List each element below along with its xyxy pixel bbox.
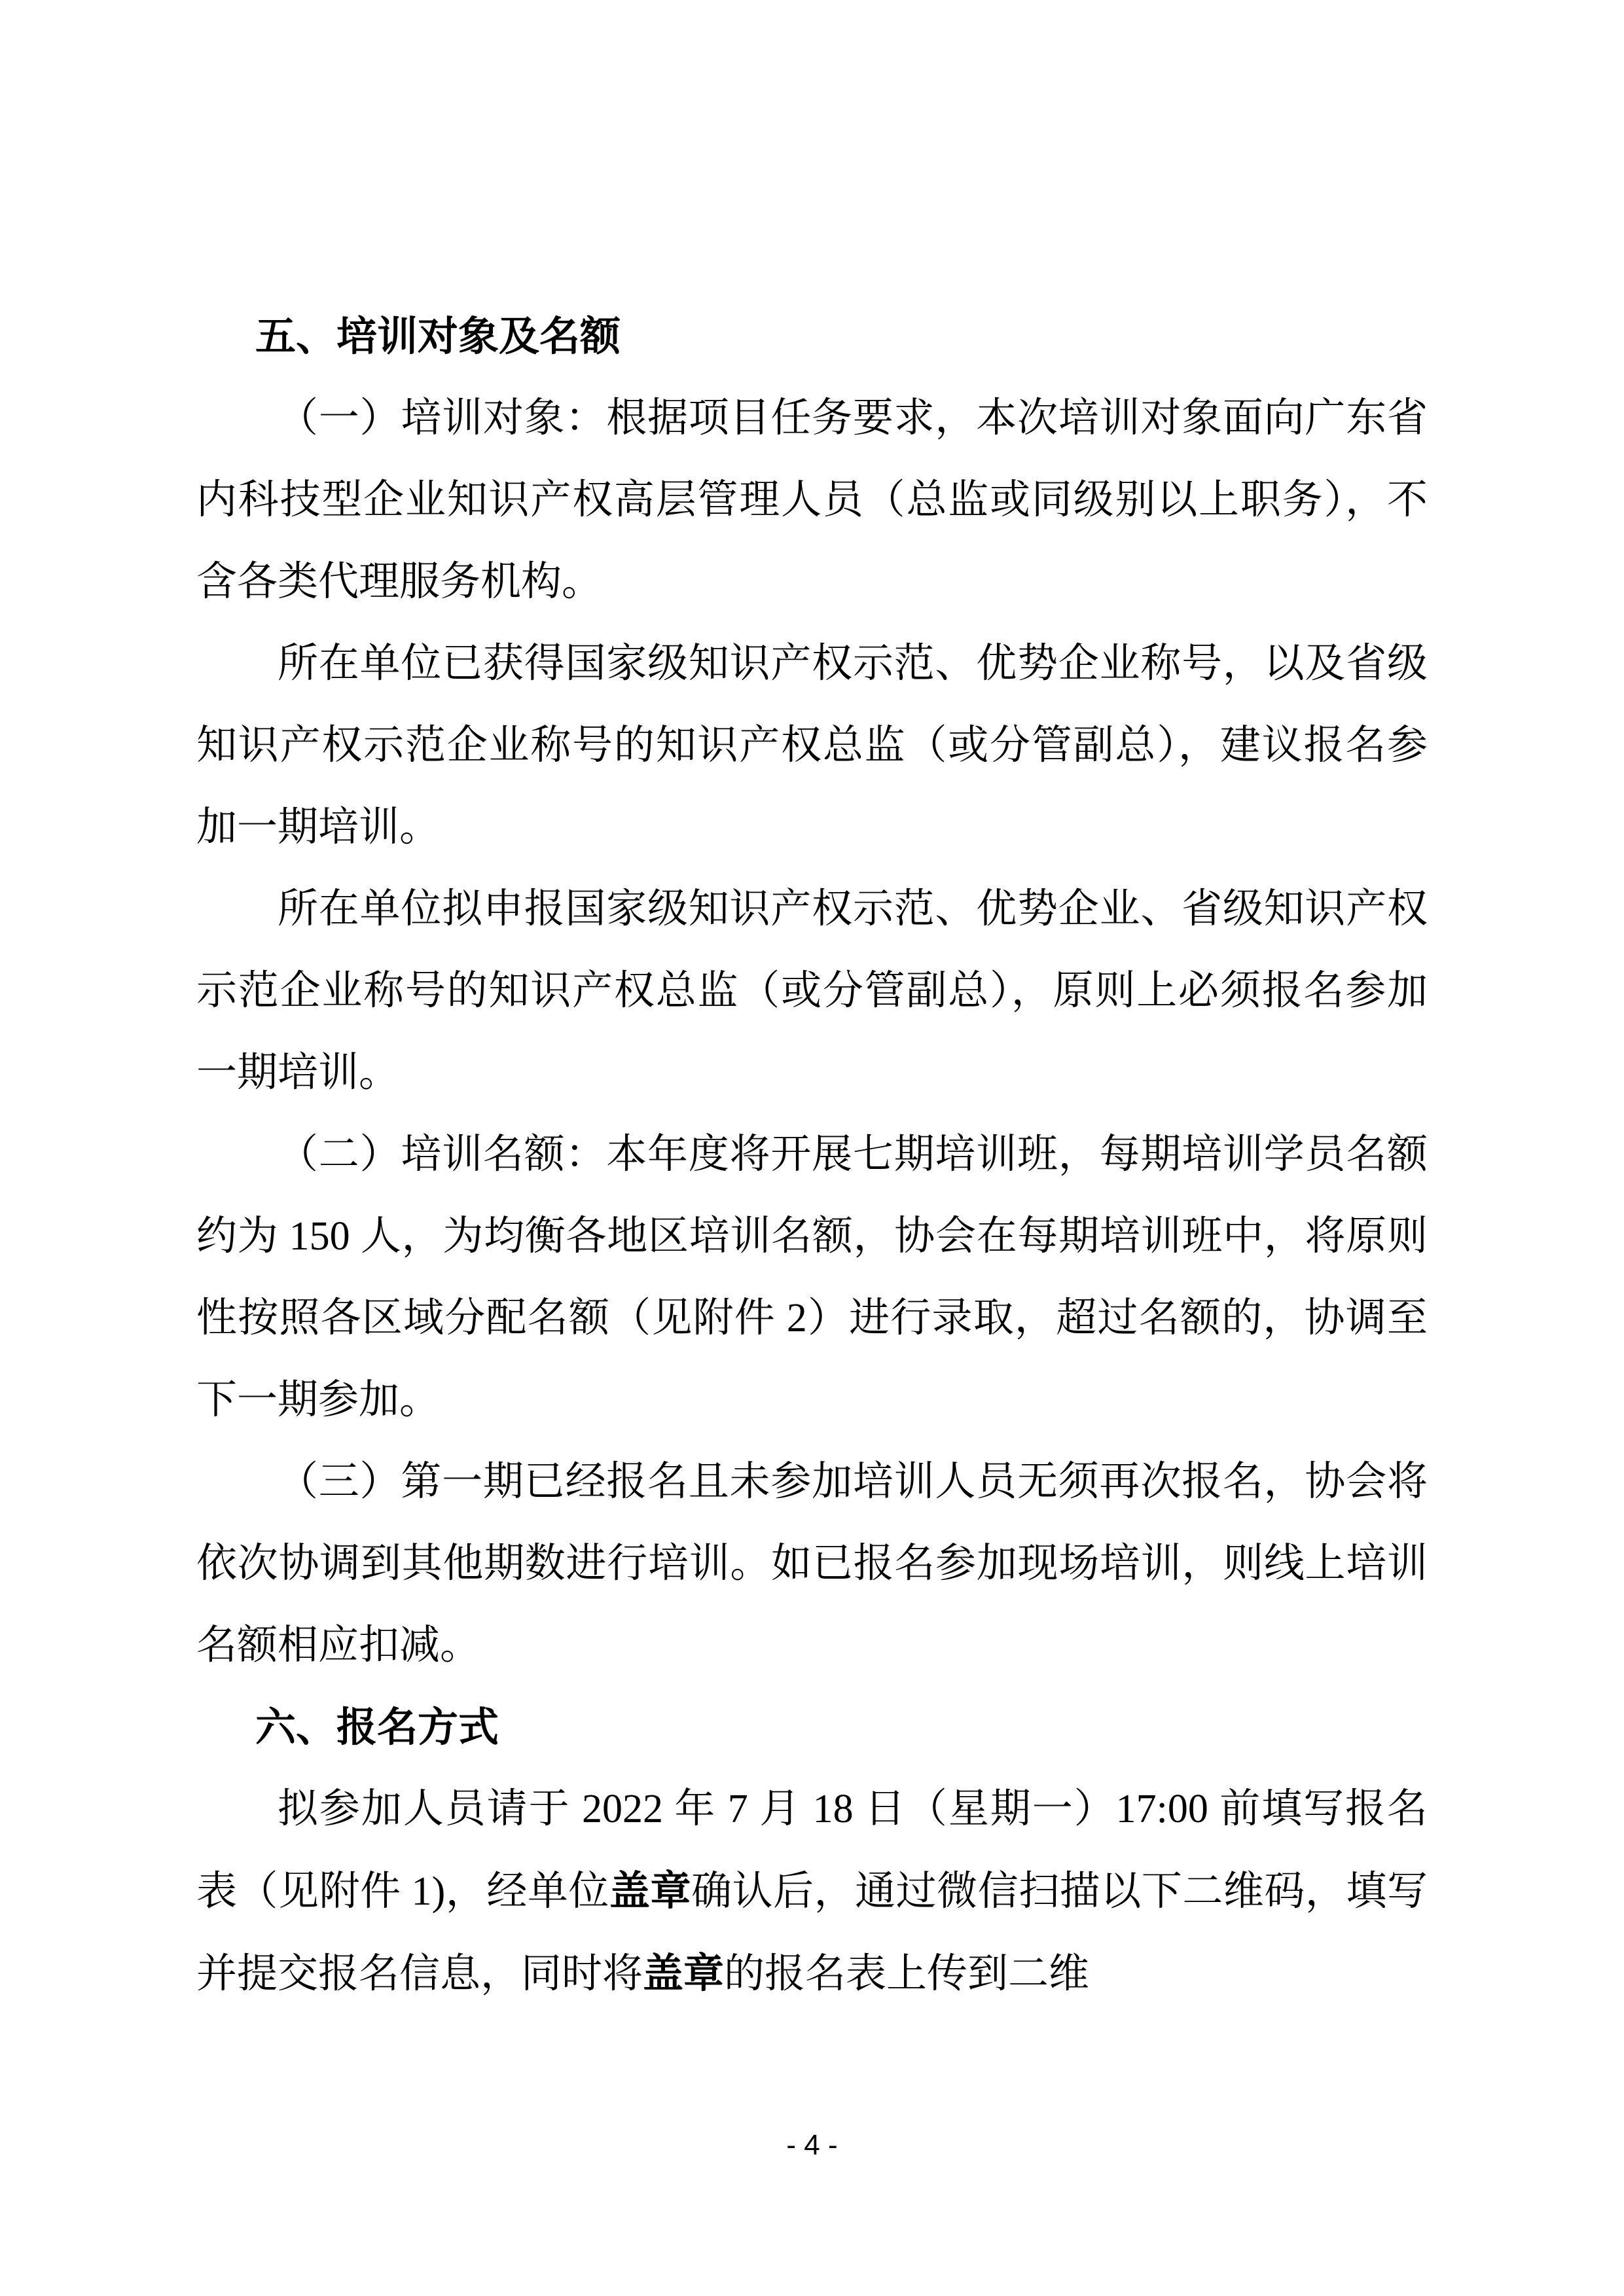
- document-body: [196, 296, 1428, 2015]
- text-segment: 的报名表上传到二维: [724, 1952, 1090, 1996]
- emphasized-text: 盖章: [609, 1869, 692, 1914]
- text-segment: 确认后，通过微信扫描以下二维码，填写并提交报名信息，同时将: [196, 1869, 1428, 1996]
- paragraph: [196, 1114, 1428, 1441]
- section-heading: 六、报名方式: [255, 1705, 499, 1750]
- text-segment: （一）培训对象：根据项目任务要求，本次培训对象面向广东省内科技型企业知识产权高层管理人员（总监或同级别以上职务），不含各类代理服务机构。: [196, 396, 1428, 604]
- text-segment: 拟参加人员请于 2022 年 7 月 18 日（星期一）17:00 前填写报名表（见附件 1)，经单位: [196, 1787, 1428, 1914]
- text-segment: 所在单位已获得国家级知识产权示范、优势企业称号，以及省级知识产权示范企业称号的知识产权总监（或分管副总），建议报名参加一期培训。: [196, 641, 1428, 850]
- text-segment: 所在单位拟申报国家级知识产权示范、优势企业、省级知识产权示范企业称号的知识产权总监（或分管副总），原则上必须报名参加一期培训。: [196, 887, 1428, 1095]
- text-segment: （二）培训名额：本年度将开展七期培训班，每期培训学员名额约为 150 人，为均衡各地区培训名额，协会在每期培训班中，将原则性按照各区域分配名额（见附件 2）进行录取，超过名额的，协调至下一期参加。: [196, 1132, 1428, 1422]
- section-heading: 五、培训对象及名额: [255, 314, 621, 359]
- paragraph: [196, 1441, 1428, 1687]
- page-footer: [0, 2126, 1624, 2165]
- emphasized-text: 盖章: [643, 1951, 725, 1996]
- paragraph: [196, 378, 1428, 623]
- page-number: - 4 -: [786, 2129, 838, 2161]
- paragraph: [196, 869, 1428, 1114]
- paragraph: [196, 623, 1428, 869]
- paragraph: [196, 1768, 1428, 2015]
- text-segment: （三）第一期已经报名且未参加培训人员无须再次报名，协会将依次协调到其他期数进行培训。如已报名参加现场培训，则线上培训名额相应扣减。: [196, 1460, 1428, 1668]
